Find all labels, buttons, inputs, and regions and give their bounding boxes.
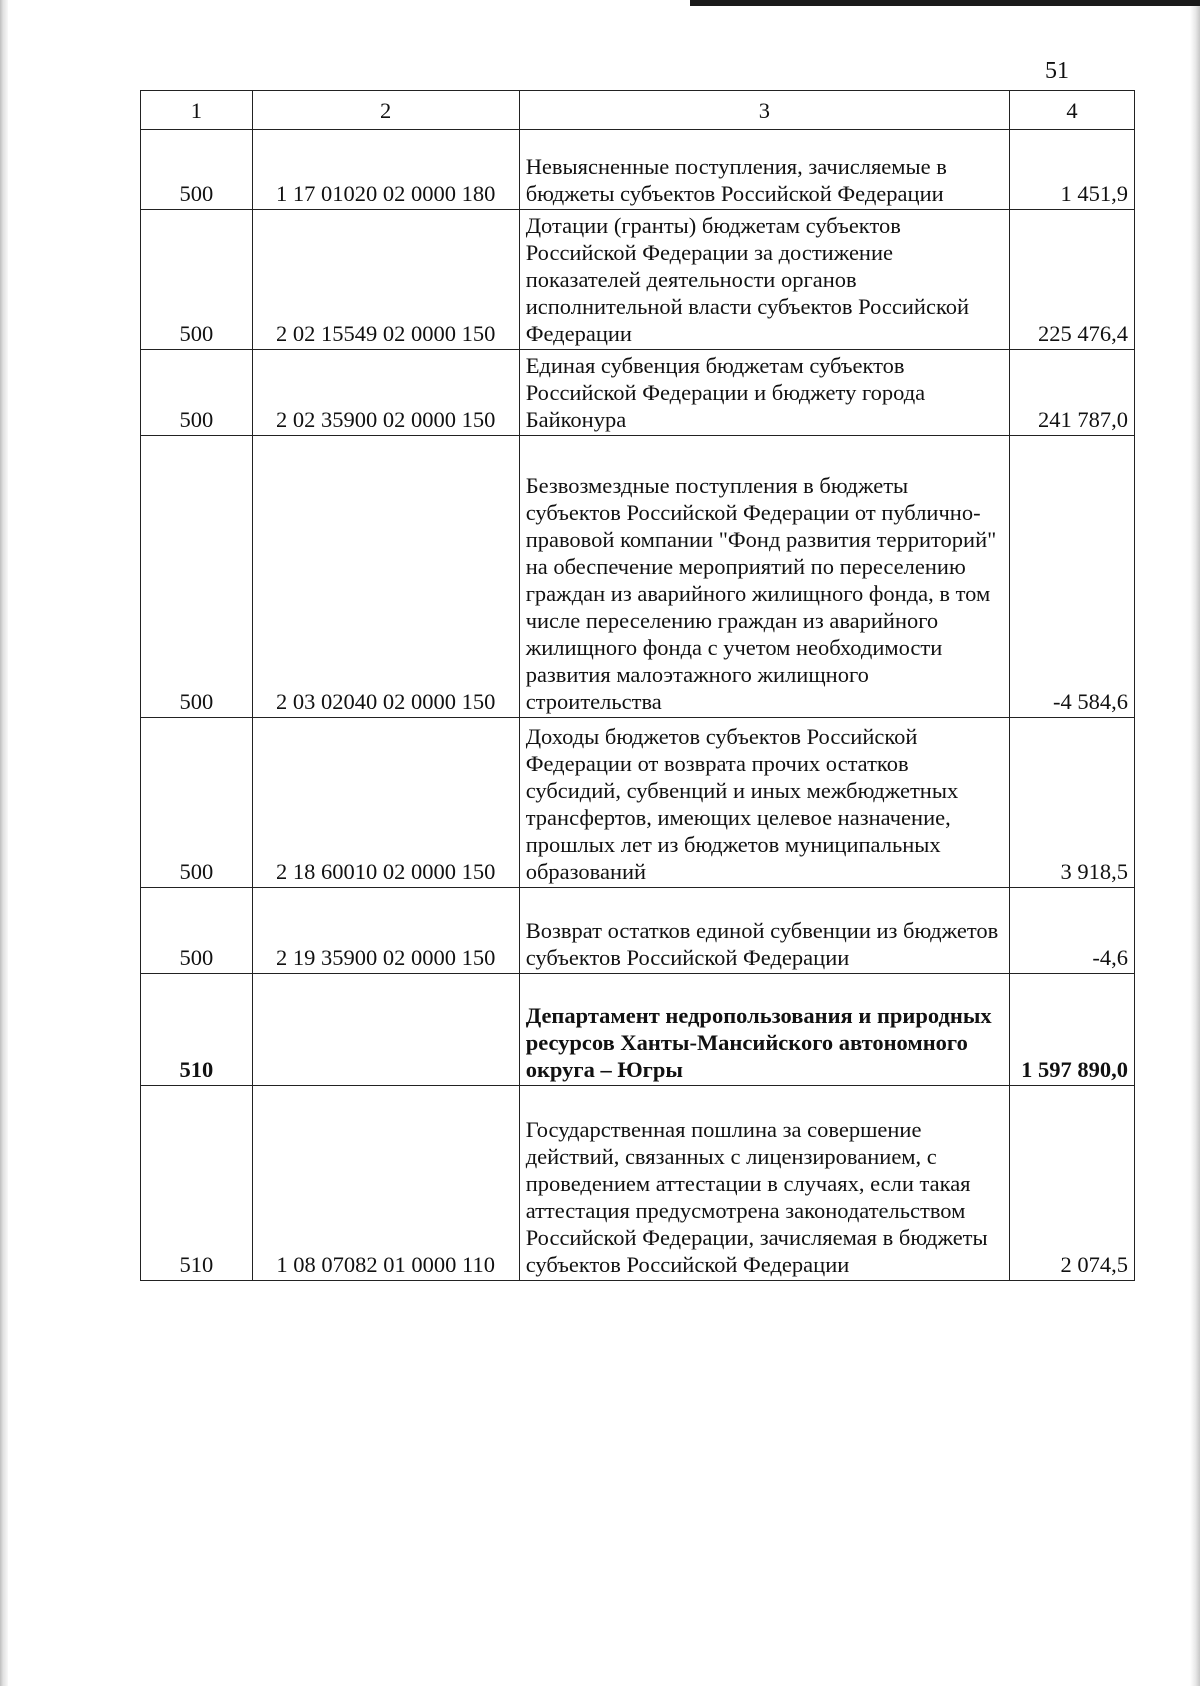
- revenue-name-cell: Дотации (гранты) бюджетам субъектов Российской Федерации за достижение показателей деятельности органов исполнительной власти субъектов Российской Федерации: [519, 210, 1009, 350]
- budget-code-cell: 2 02 15549 02 0000 150: [252, 210, 519, 350]
- table-row: [141, 718, 1135, 888]
- admin-code-cell: 510: [141, 974, 253, 1086]
- admin-code-cell: 500: [141, 718, 253, 888]
- table-body: [141, 130, 1135, 1281]
- amount-cell: 1 597 890,0: [1010, 974, 1135, 1086]
- amount-cell: 1 451,9: [1010, 130, 1135, 210]
- revenue-name-cell: Невыясненные поступления, зачисляемые в бюджеты субъектов Российской Федерации: [519, 130, 1009, 210]
- amount-cell: -4 584,6: [1010, 436, 1135, 718]
- table-row: [141, 350, 1135, 436]
- revenue-name-cell: Государственная пошлина за совершение действий, связанных с лицензированием, с проведением аттестации в случаях, если такая аттестация предусмотрена законодательством Российской Федерации, зачисляемая в бюджеты субъектов Российской Федерации: [519, 1086, 1009, 1281]
- admin-code-cell: 500: [141, 888, 253, 974]
- budget-code-cell: 1 08 07082 01 0000 110: [252, 1086, 519, 1281]
- budget-code-cell: 1 17 01020 02 0000 180: [252, 130, 519, 210]
- scan-shadow-right: [1190, 0, 1200, 1686]
- budget-code-cell: 2 02 35900 02 0000 150: [252, 350, 519, 436]
- page-number: 51: [1045, 58, 1069, 84]
- budget-code-cell: [252, 974, 519, 1086]
- header-col-1: 1: [141, 91, 253, 130]
- revenue-table: [140, 90, 1135, 1281]
- table-row: [141, 436, 1135, 718]
- admin-code-cell: 500: [141, 210, 253, 350]
- amount-cell: 241 787,0: [1010, 350, 1135, 436]
- revenue-name-cell: Безвозмездные поступления в бюджеты субъектов Российской Федерации от публично-правовой компании "Фонд развития территорий" на обеспечение мероприятий по переселению граждан из аварийного жилищного фонда, в том числе переселению граждан из аварийного жилищного фонда с учетом необходимости развития малоэтажного жилищного строительства: [519, 436, 1009, 718]
- admin-code-cell: 500: [141, 350, 253, 436]
- amount-cell: 3 918,5: [1010, 718, 1135, 888]
- department-name-cell: Департамент недропользования и природных ресурсов Ханты-Мансийского автономного округа – Югры: [519, 974, 1009, 1086]
- scan-shadow-left: [0, 0, 8, 1686]
- table-row: [141, 888, 1135, 974]
- admin-code-cell: 500: [141, 436, 253, 718]
- table-row: [141, 1086, 1135, 1281]
- header-col-3: 3: [519, 91, 1009, 130]
- revenue-name-cell: Единая субвенция бюджетам субъектов Российской Федерации и бюджету города Байконура: [519, 350, 1009, 436]
- header-row: [141, 91, 1135, 130]
- revenue-name-cell: Доходы бюджетов субъектов Российской Федерации от возврата прочих остатков субсидий, субвенций и иных межбюджетных трансфертов, имеющих целевое назначение, прошлых лет из бюджетов муниципальных образований: [519, 718, 1009, 888]
- revenue-name-cell: Возврат остатков единой субвенции из бюджетов субъектов Российской Федерации: [519, 888, 1009, 974]
- budget-code-cell: 2 03 02040 02 0000 150: [252, 436, 519, 718]
- scan-top-bar: [690, 0, 1200, 6]
- amount-cell: 2 074,5: [1010, 1086, 1135, 1281]
- table-row: [141, 130, 1135, 210]
- table-header: [141, 91, 1135, 130]
- amount-cell: -4,6: [1010, 888, 1135, 974]
- amount-cell: 225 476,4: [1010, 210, 1135, 350]
- table-row: [141, 210, 1135, 350]
- header-col-4: 4: [1010, 91, 1135, 130]
- admin-code-cell: 510: [141, 1086, 253, 1281]
- budget-code-cell: 2 18 60010 02 0000 150: [252, 718, 519, 888]
- header-col-2: 2: [252, 91, 519, 130]
- table-row-department: [141, 974, 1135, 1086]
- budget-code-cell: 2 19 35900 02 0000 150: [252, 888, 519, 974]
- admin-code-cell: 500: [141, 130, 253, 210]
